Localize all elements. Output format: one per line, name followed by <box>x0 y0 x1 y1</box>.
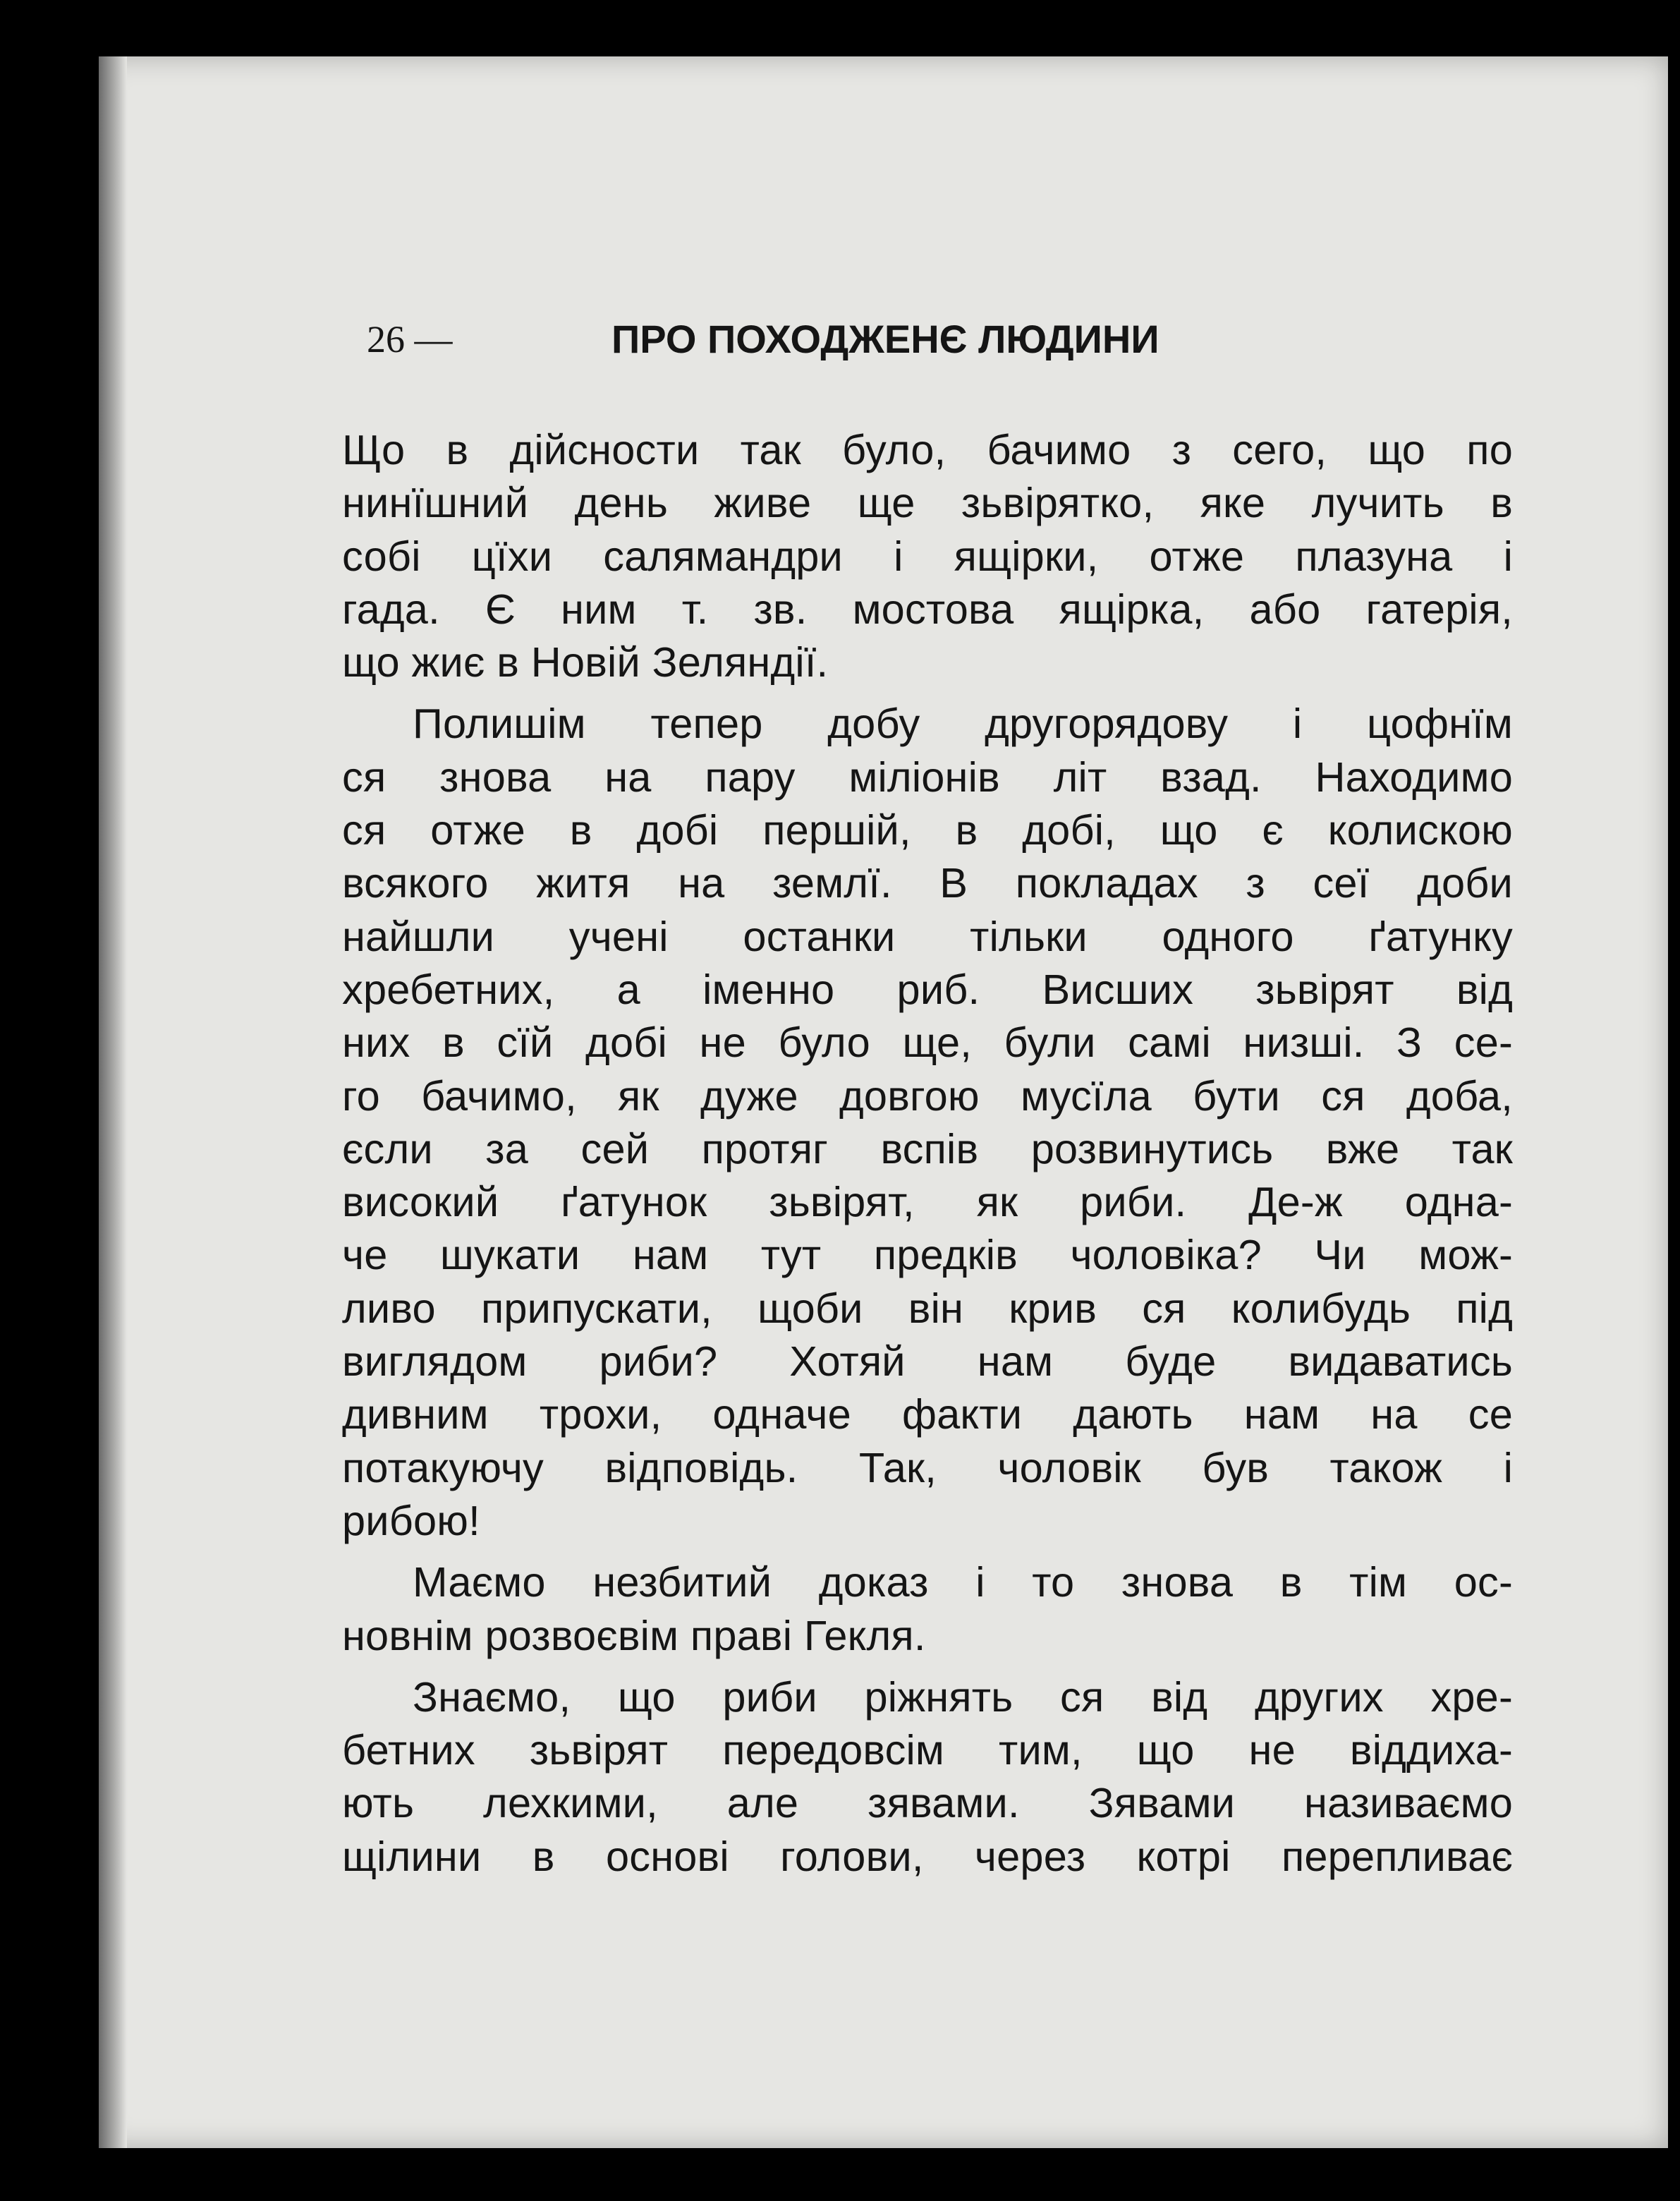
text-line: ливо припускати, щоби він крив ся колибудь під <box>342 1284 1513 1332</box>
text-line: високий ґатунок зьвірят, як риби. Де-ж одна- <box>342 1178 1513 1226</box>
text-line: ють лехкими, але зявами. Зявами називаємо <box>342 1779 1513 1827</box>
text-line: собі цїхи салямандри і ящірки, отже плазуна і <box>342 532 1513 580</box>
text-line: Що в дійсности так було, бачимо з сего, що по <box>342 426 1513 473</box>
text-line: Полишім тепер добу другорядову і цофнїм <box>413 700 1513 748</box>
paragraph-2 <box>342 697 1513 1547</box>
text-line: що жиє в Новій Зеляндії. <box>342 638 829 686</box>
body-text <box>342 423 1513 1883</box>
text-line: гада. Є ним т. зв. мостова ящірка, або гатерія, <box>342 585 1513 633</box>
text-line: нинїшний день живе ще зьвірятко, яке лучить в <box>342 479 1513 527</box>
text-line: Маємо незбитий доказ і то знова в тім ос- <box>413 1558 1513 1606</box>
paragraph-3 <box>342 1556 1513 1662</box>
paragraph-4 <box>342 1671 1513 1883</box>
text-line: виглядом риби? Хотяй нам буде видаватись <box>342 1338 1513 1386</box>
book-spine-shadow <box>99 56 127 2148</box>
text-line: новнім розвоєвім праві Гекля. <box>342 1611 926 1659</box>
running-title: ПРО ПОХОДЖЕНЄ ЛЮДИНИ <box>611 317 1159 361</box>
text-line: всякого житя на землї. В покладах з сеї доби <box>342 859 1513 907</box>
paragraph-1 <box>342 423 1513 689</box>
text-line: щілини в основі голови, через котрі перепливає <box>342 1832 1513 1880</box>
text-line: хребетних, а іменно риб. Висших зьвірят від <box>342 965 1513 1013</box>
text-line: ся знова на пару міліонів літ взад. Находимо <box>342 753 1513 801</box>
text-line: єсли за сей протяг вспів розвинутись вже так <box>342 1124 1513 1172</box>
text-line: го бачимо, як дуже довгою мусїла бути ся доба, <box>342 1072 1513 1120</box>
text-line: Знаємо, що риби ріжнять ся від других хре- <box>413 1673 1513 1721</box>
book-page <box>99 56 1668 2148</box>
text-line: ся отже в добі першій, в добі, що є колискою <box>342 806 1513 854</box>
text-line: че шукати нам тут предків чоловіка? Чи мож- <box>342 1231 1513 1279</box>
text-line: потакуючу відповідь. Так, чоловік був також і <box>342 1443 1513 1491</box>
text-line: бетних зьвірят передовсім тим, що не віддиха- <box>342 1726 1513 1774</box>
text-line: дивним трохи, одначе факти дають нам на се <box>342 1390 1513 1438</box>
page-number: 26 — <box>367 318 453 360</box>
text-line: найшли учені останки тільки одного ґатунку <box>342 912 1513 960</box>
text-line: рибою! <box>342 1496 480 1544</box>
text-line: них в сїй добі не було ще, були самі низші. З се- <box>342 1019 1513 1067</box>
